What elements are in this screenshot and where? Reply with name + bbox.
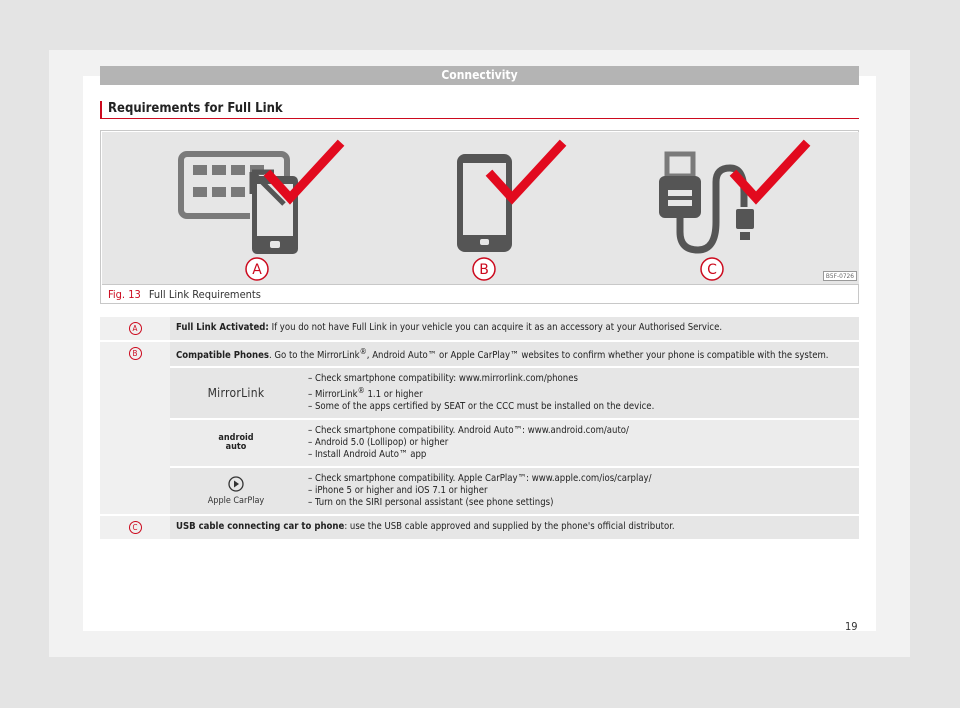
row-letter-cell — [100, 317, 170, 340]
mirrorlink-details — [302, 368, 859, 418]
android-line-2: – Android 5.0 (Lollipop) or higher — [308, 437, 449, 449]
row-text-cell — [170, 342, 859, 366]
row-a-heading: Full Link Activated: — [176, 322, 269, 333]
figure-caption — [108, 288, 261, 301]
row-text-cell — [170, 317, 859, 340]
table-row — [100, 468, 859, 514]
page-title: Requirements for Full Link — [100, 101, 859, 119]
android-line-1: – Check smartphone compatibility. Android Auto™: www.android.com/auto/ — [308, 425, 629, 437]
table-row — [100, 368, 859, 418]
check-icon — [736, 146, 804, 198]
mirrorlink-line-1: – Check smartphone compatibility: www.mirrorlink.com/phones — [308, 373, 578, 385]
table-row — [100, 420, 859, 466]
android-logo-line-2: auto — [225, 442, 247, 453]
table-row — [100, 516, 859, 539]
requirements-table — [100, 315, 859, 541]
carplay-line-1: – Check smartphone compatibility. Apple CarPlay™: www.apple.com/ios/carplay/ — [308, 473, 652, 485]
mirrorlink-logo — [170, 368, 302, 418]
row-c-heading: USB cable connecting car to phone — [176, 521, 345, 533]
carplay-line-2: – iPhone 5 or higher and iOS 7.1 or higher — [308, 485, 488, 497]
android-line-3: – Install Android Auto™ app — [308, 449, 427, 461]
label-b-text: B — [479, 262, 489, 278]
letter-a-badge: A — [129, 322, 142, 335]
registered-mark: ® — [359, 347, 367, 356]
carplay-line-3: – Turn on the SIRI personal assistant (see phone settings) — [308, 497, 554, 509]
row-c-text: : use the USB cable approved and supplied by the phone's official distributor. — [344, 521, 675, 533]
android-details — [302, 420, 859, 466]
row-b-heading: Compatible Phones — [176, 350, 269, 362]
mirrorlink-line-3: – Some of the apps certified by SEAT or the CCC must be installed on the device. — [308, 401, 655, 413]
label-a-text: A — [252, 262, 262, 278]
row-b-text-1: . Go to the MirrorLink — [268, 350, 360, 362]
figure-illustration — [102, 132, 859, 284]
row-letter-cell — [100, 342, 170, 514]
section-header: Connectivity — [100, 66, 859, 85]
smartphone-icon — [457, 154, 512, 252]
android-auto-logo — [170, 420, 302, 466]
carplay-logo-label: Apple CarPlay — [207, 496, 265, 507]
row-text-cell — [170, 516, 859, 539]
figure — [100, 130, 859, 304]
carplay-logo — [170, 468, 302, 514]
figure-number: Fig. 13 — [108, 288, 141, 301]
mirrorlink-logo-text: MirrorLink — [207, 386, 265, 401]
figure-caption-text: Full Link Requirements — [148, 288, 261, 301]
letter-c-badge: C — [129, 521, 142, 534]
row-a-text: If you do not have Full Link in your vehicle you can acquire it as an accessory at your Authorised Service. — [268, 322, 723, 333]
mirrorlink-line-2-version: 1.1 or higher — [364, 389, 423, 401]
page-number: 19 — [845, 620, 858, 633]
row-letter-cell — [100, 516, 170, 539]
registered-mark: ® — [357, 386, 365, 396]
usb-cable-icon — [659, 154, 754, 250]
play-icon — [228, 476, 244, 492]
screen-phone-icon — [181, 154, 298, 254]
image-code: B5F-0726 — [823, 271, 857, 281]
table-row — [100, 342, 859, 366]
carplay-details — [302, 468, 859, 514]
label-c-text: C — [707, 262, 717, 278]
row-b-text-2: , Android Auto™ or Apple CarPlay™ websites to confirm whether your phone is compatible with the system. — [366, 350, 829, 362]
letter-b-badge: B — [129, 347, 142, 360]
figure-image — [102, 132, 859, 285]
table-row — [100, 317, 859, 340]
android-logo-line-1: android — [218, 433, 254, 444]
mirrorlink-line-2: – MirrorLink — [308, 389, 358, 401]
